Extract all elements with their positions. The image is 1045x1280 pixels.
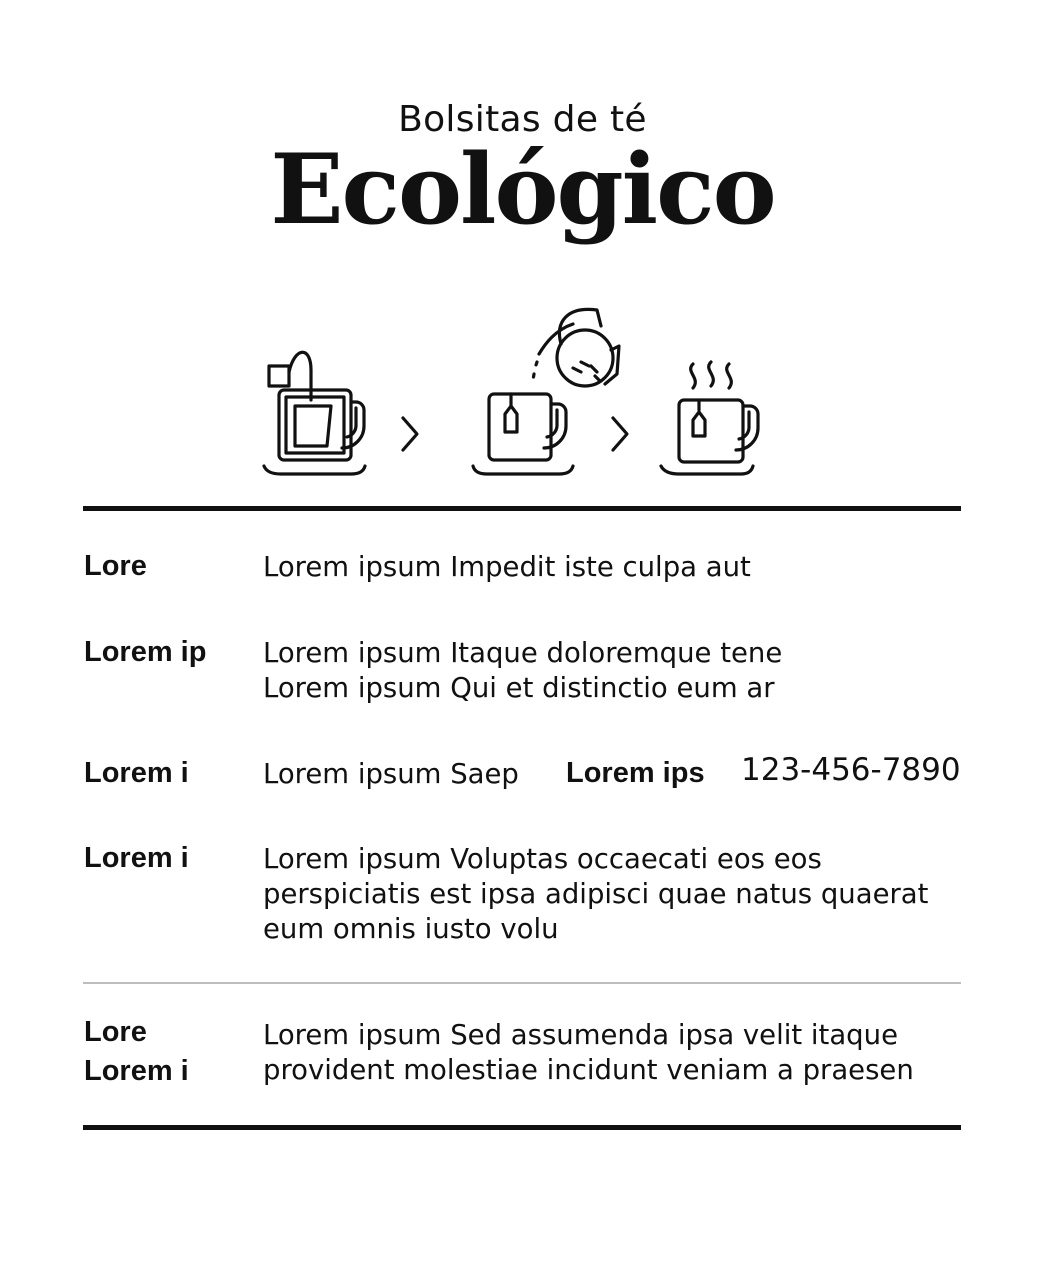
row-label: Lorem i bbox=[84, 757, 189, 789]
steaming-mug-icon bbox=[661, 362, 758, 474]
chevron-right-icon bbox=[613, 418, 627, 450]
row-value: Lorem ipsum Itaque doloremque tene Lorem ipsum Qui et distinctio eum ar bbox=[263, 637, 783, 704]
tea-in-mug-icon bbox=[473, 394, 573, 474]
phone-number: 123-456-7890 bbox=[741, 752, 961, 788]
footer-label-line1: Lore bbox=[84, 1016, 147, 1048]
tea-bag-in-mug-icon bbox=[264, 352, 365, 474]
bottom-divider bbox=[83, 1125, 961, 1130]
footer-value: Lorem ipsum Sed assumenda ipsa velit itaque provident molestiae incidunt veniam a praesen bbox=[263, 1019, 914, 1086]
row-label: Lorem ip bbox=[84, 636, 207, 668]
row-label: Lorem i bbox=[84, 842, 189, 874]
row-value: Lorem ipsum Impedit iste culpa aut bbox=[263, 551, 751, 583]
subtitle: Bolsitas de té bbox=[398, 99, 647, 140]
footer-label-line2: Lorem i bbox=[84, 1055, 189, 1087]
phone-label: Lorem ips bbox=[566, 757, 705, 789]
chevron-right-icon bbox=[403, 418, 417, 450]
row-value: Lorem ipsum Voluptas occaecati eos eos perspiciatis est ipsa adipisci quae natus quaerat eum omnis iusto volu bbox=[263, 843, 929, 945]
row-value: Lorem ipsum Saep bbox=[263, 758, 519, 790]
brewing-steps bbox=[255, 296, 775, 486]
section-divider bbox=[83, 982, 961, 984]
kettle-pouring-icon bbox=[533, 309, 619, 386]
top-divider bbox=[83, 506, 961, 511]
row-label: Lore bbox=[84, 550, 147, 582]
page-title: Ecológico bbox=[270, 133, 775, 246]
